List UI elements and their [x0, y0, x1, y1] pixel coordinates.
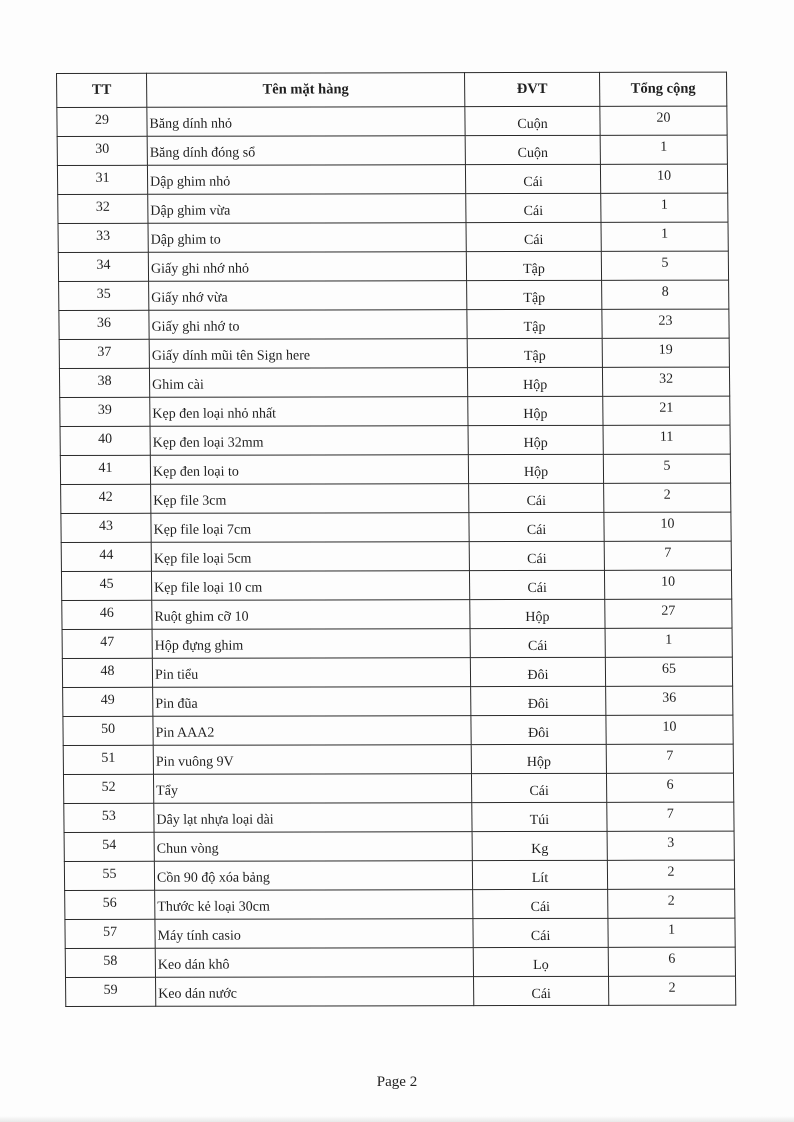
cell-unit: Đôi [471, 686, 606, 715]
cell-item-name: Kẹp đen loại 32mm [150, 426, 468, 456]
cell-item-name: Hộp đựng ghim [152, 629, 470, 659]
cell-item-name: Kẹp file loại 7cm [151, 513, 469, 543]
cell-unit: Tập [466, 251, 601, 280]
cell-tt: 40 [60, 426, 150, 455]
cell-item-name: Dập ghim vừa [148, 194, 466, 224]
cell-total: 3 [607, 831, 734, 860]
inventory-table [56, 72, 736, 1007]
table-row [65, 918, 735, 948]
cell-total: 1 [601, 222, 728, 251]
cell-total: 20 [600, 106, 727, 135]
cell-item-name: Thước kẻ loại 30cm [155, 890, 473, 920]
table-row [61, 570, 731, 600]
cell-unit: Cái [465, 164, 600, 193]
table-row [57, 106, 727, 136]
cell-tt: 43 [61, 513, 151, 542]
cell-total: 1 [601, 193, 728, 222]
cell-unit: Cái [466, 222, 601, 251]
cell-item-name: Dây lạt nhựa loại dài [154, 803, 472, 833]
cell-total: 32 [602, 367, 729, 396]
cell-total: 2 [604, 483, 731, 512]
cell-unit: Túi [472, 802, 607, 831]
cell-item-name: Giấy nhớ vừa [149, 281, 467, 311]
cell-unit: Hộp [470, 599, 605, 628]
cell-unit: Hộp [468, 454, 603, 483]
cell-tt: 32 [58, 194, 148, 223]
cell-tt: 45 [61, 571, 151, 600]
cell-unit: Cái [473, 918, 608, 947]
cell-total: 1 [608, 918, 735, 947]
cell-unit: Cái [471, 773, 606, 802]
cell-tt: 50 [63, 716, 153, 745]
table-row [64, 860, 734, 890]
table-header-row [57, 72, 727, 107]
table-row [57, 135, 727, 165]
table-row [65, 947, 735, 977]
cell-item-name: Pin AAA2 [153, 716, 471, 746]
table-row [61, 541, 731, 571]
cell-item-name: Máy tính casio [155, 919, 473, 949]
header-total: Tổng cộng [600, 72, 727, 106]
cell-tt: 47 [62, 629, 152, 658]
table-row [62, 657, 732, 687]
cell-tt: 34 [58, 252, 148, 281]
cell-item-name: Băng dính đóng sổ [147, 136, 465, 166]
page-number: Page 2 [376, 1074, 418, 1090]
cell-item-name: Chun vòng [154, 832, 472, 862]
cell-tt: 37 [59, 339, 149, 368]
cell-unit: Tập [467, 338, 602, 367]
cell-unit: Tập [467, 280, 602, 309]
cell-tt: 39 [60, 397, 150, 426]
table-row [59, 309, 729, 339]
table-row [61, 512, 731, 542]
cell-item-name: Pin đũa [153, 687, 471, 717]
cell-unit: Kg [472, 831, 607, 860]
inventory-table-container [56, 72, 735, 1007]
cell-item-name: Cồn 90 độ xóa bảng [154, 861, 472, 891]
cell-total: 23 [602, 309, 729, 338]
cell-tt: 29 [57, 107, 147, 136]
table-row [63, 773, 733, 803]
table-row [63, 715, 733, 745]
header-unit: ĐVT [465, 72, 600, 106]
cell-unit: Cái [473, 976, 608, 1005]
cell-total: 19 [602, 338, 729, 367]
cell-unit: Cuộn [465, 135, 600, 164]
cell-total: 1 [605, 628, 732, 657]
cell-unit: Cái [469, 570, 604, 599]
cell-total: 2 [608, 976, 735, 1005]
table-row [62, 628, 732, 658]
cell-item-name: Keo dán khô [155, 948, 473, 978]
table-row [63, 744, 733, 774]
cell-total: 10 [604, 570, 731, 599]
cell-total: 1 [600, 135, 727, 164]
cell-item-name: Băng dính nhỏ [147, 107, 465, 137]
cell-total: 36 [606, 686, 733, 715]
cell-unit: Cái [466, 193, 601, 222]
cell-unit: Cái [470, 628, 605, 657]
cell-total: 10 [600, 164, 727, 193]
table-row [63, 686, 733, 716]
table-row [58, 193, 728, 223]
cell-total: 5 [603, 454, 730, 483]
cell-tt: 57 [65, 919, 155, 948]
table-row [65, 889, 735, 919]
table-row [60, 454, 730, 484]
cell-unit: Cái [469, 512, 604, 541]
table-row [64, 802, 734, 832]
cell-total: 27 [605, 599, 732, 628]
cell-total: 6 [606, 773, 733, 802]
cell-tt: 33 [58, 223, 148, 252]
cell-unit: Lít [472, 860, 607, 889]
table-row [62, 599, 732, 629]
cell-item-name: Pin vuông 9V [153, 745, 471, 775]
cell-unit: Đôi [471, 715, 606, 744]
cell-item-name: Ghim cài [149, 368, 467, 398]
cell-total: 8 [602, 280, 729, 309]
cell-unit: Cái [469, 483, 604, 512]
table-row [65, 976, 735, 1006]
cell-item-name: Kẹp đen loại nhỏ nhất [150, 397, 468, 427]
cell-item-name: Dập ghim to [148, 223, 466, 253]
cell-unit: Hộp [468, 396, 603, 425]
cell-total: 2 [608, 889, 735, 918]
cell-item-name: Giấy ghi nhớ to [149, 310, 467, 340]
cell-total: 7 [606, 744, 733, 773]
cell-unit: Hộp [471, 744, 606, 773]
cell-tt: 36 [59, 310, 149, 339]
table-row [58, 222, 728, 252]
cell-tt: 54 [64, 832, 154, 861]
table-row [64, 831, 734, 861]
cell-tt: 53 [64, 803, 154, 832]
cell-total: 7 [607, 802, 734, 831]
table-row [61, 483, 731, 513]
table-row [59, 280, 729, 310]
cell-total: 10 [604, 512, 731, 541]
cell-unit: Lọ [473, 947, 608, 976]
cell-unit: Hộp [467, 367, 602, 396]
scan-edge [0, 1116, 794, 1122]
cell-tt: 56 [65, 890, 155, 919]
table-row [57, 164, 727, 194]
cell-item-name: Pin tiểu [152, 658, 470, 688]
cell-tt: 59 [65, 977, 155, 1006]
cell-total: 6 [608, 947, 735, 976]
cell-item-name: Keo dán nước [155, 977, 473, 1007]
cell-total: 2 [607, 860, 734, 889]
cell-item-name: Giấy dính mũi tên Sign here [149, 339, 467, 369]
cell-unit: Cái [473, 889, 608, 918]
cell-item-name: Giấy ghi nhớ nhỏ [148, 252, 466, 282]
cell-item-name: Kẹp file loại 10 cm [151, 571, 469, 601]
cell-item-name: Tẩy [153, 774, 471, 804]
cell-item-name: Kẹp file 3cm [151, 484, 469, 514]
cell-tt: 55 [64, 861, 154, 890]
cell-total: 5 [601, 251, 728, 280]
cell-tt: 35 [59, 281, 149, 310]
table-row [60, 396, 730, 426]
cell-unit: Hộp [468, 425, 603, 454]
cell-unit: Đôi [470, 657, 605, 686]
cell-item-name: Kẹp file loại 5cm [151, 542, 469, 572]
cell-tt: 51 [63, 745, 153, 774]
table-row [58, 251, 728, 281]
cell-tt: 30 [57, 136, 147, 165]
cell-unit: Tập [467, 309, 602, 338]
cell-item-name: Dập ghim nhỏ [147, 165, 465, 195]
header-tt: TT [57, 73, 147, 107]
table-row [59, 367, 729, 397]
cell-unit: Cái [469, 541, 604, 570]
table-body [57, 106, 736, 1006]
cell-tt: 52 [63, 774, 153, 803]
table-row [59, 338, 729, 368]
cell-total: 11 [603, 425, 730, 454]
cell-tt: 44 [61, 542, 151, 571]
cell-unit: Cuộn [465, 106, 600, 135]
cell-tt: 41 [60, 455, 150, 484]
table-row [60, 425, 730, 455]
cell-tt: 49 [63, 687, 153, 716]
cell-total: 21 [603, 396, 730, 425]
cell-tt: 46 [62, 600, 152, 629]
cell-item-name: Kẹp đen loại to [150, 455, 468, 485]
cell-tt: 31 [57, 165, 147, 194]
header-item-name: Tên mặt hàng [147, 73, 465, 108]
cell-tt: 58 [65, 948, 155, 977]
cell-item-name: Ruột ghim cỡ 10 [152, 600, 470, 630]
cell-tt: 38 [59, 368, 149, 397]
cell-tt: 48 [62, 658, 152, 687]
cell-total: 7 [604, 541, 731, 570]
cell-total: 10 [606, 715, 733, 744]
cell-total: 65 [605, 657, 732, 686]
cell-tt: 42 [61, 484, 151, 513]
